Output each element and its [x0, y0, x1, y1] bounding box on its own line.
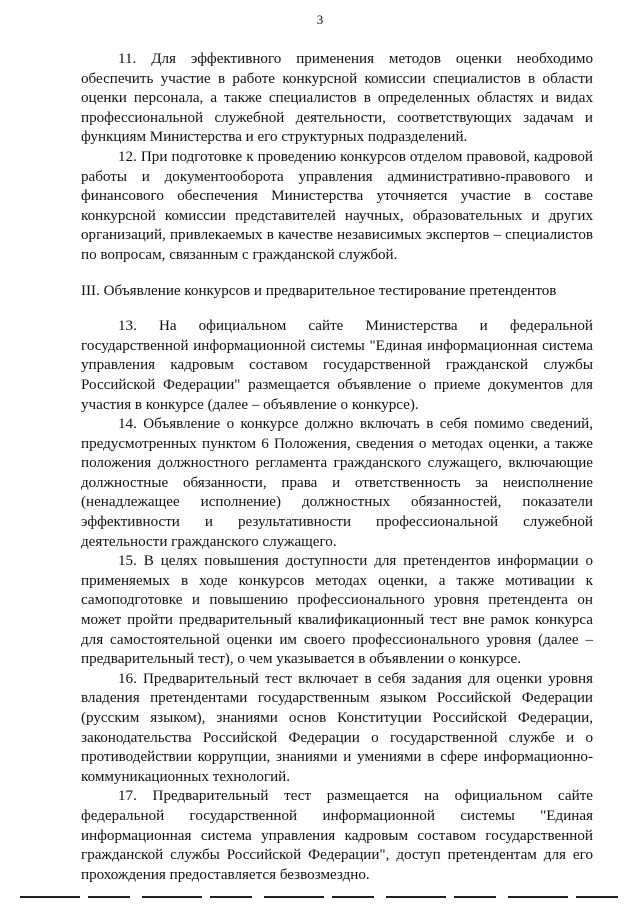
paragraph-16: 16. Предварительный тест включает в себя задания для оценки уровня владения претендентами государственным языком Российской Федерации (русским языком), знаниями основ Конституции Российской Федерации, законодательства Российской Федерации о государственной службе и о противодействии коррупции, знаниями и умениями в сфере информационно-коммуникационных технологий.	[81, 670, 593, 785]
document-body	[81, 50, 593, 885]
page-number: 3	[316, 12, 324, 27]
paragraph-12: 12. При подготовке к проведению конкурсов отделом правовой, кадровой работы и документооборота управления административно-правового и финансового обеспечения Министерства уточняется участие в составе конкурсной комиссии представителей научных, образовательных и других организаций, привлекаемых в качестве независимых экспертов – специалистов по вопросам, связанным с гражданской службой.	[81, 148, 593, 263]
page-bottom-edge	[20, 896, 620, 898]
paragraph-14: 14. Объявление о конкурсе должно включать в себя помимо сведений, предусмотренных пунктом 6 Положения, сведения о методах оценки, а также положения должностного регламента гражданского служащего, включающие должностные обязанности, права и ответственность за неисполнение (ненадлежащее исполнение) должностных обязанностей, показатели эффективности и результативности профессиональной служебной деятельности гражданского служащего.	[81, 416, 593, 550]
paragraph-17: 17. Предварительный тест размещается на официальном сайте федеральной государственной информационной системы "Единая информационная система управления кадровым составом государственной гражданской службы Российской Федерации", доступ претендентам для его прохождения предоставляется безвозмездно.	[81, 788, 593, 883]
paragraph-13: 13. На официальном сайте Министерства и федеральной государственной информационной системы "Единая информационная система управления кадровым составом государственной гражданской службы Российской Федерации" размещается объявление о приеме документов для участия в конкурсе (далее – объявление о конкурсе).	[81, 318, 593, 413]
section-heading: III. Объявление конкурсов и предварительное тестирование претендентов	[81, 282, 557, 299]
paragraph-15: 15. В целях повышения доступности для претендентов информации о применяемых в ходе конкурсов методах оценки, а также мотивации к самоподготовке и повышению профессионального уровня претендента он может пройти предварительный квалификационный тест вне рамок конкурса для самостоятельной оценки им своего профессионального уровня (далее – предварительный тест), о чем указывается в объявлении о конкурсе.	[81, 553, 593, 668]
paragraph-11: 11. Для эффективного применения методов оценки необходимо обеспечить участие в работе конкурсной комиссии специалистов в области оценки персонала, а также специалистов в определенных областях и видах профессиональной служебной деятельности, соответствующих задачам и функциям Министерства и его структурных подразделений.	[81, 51, 593, 146]
